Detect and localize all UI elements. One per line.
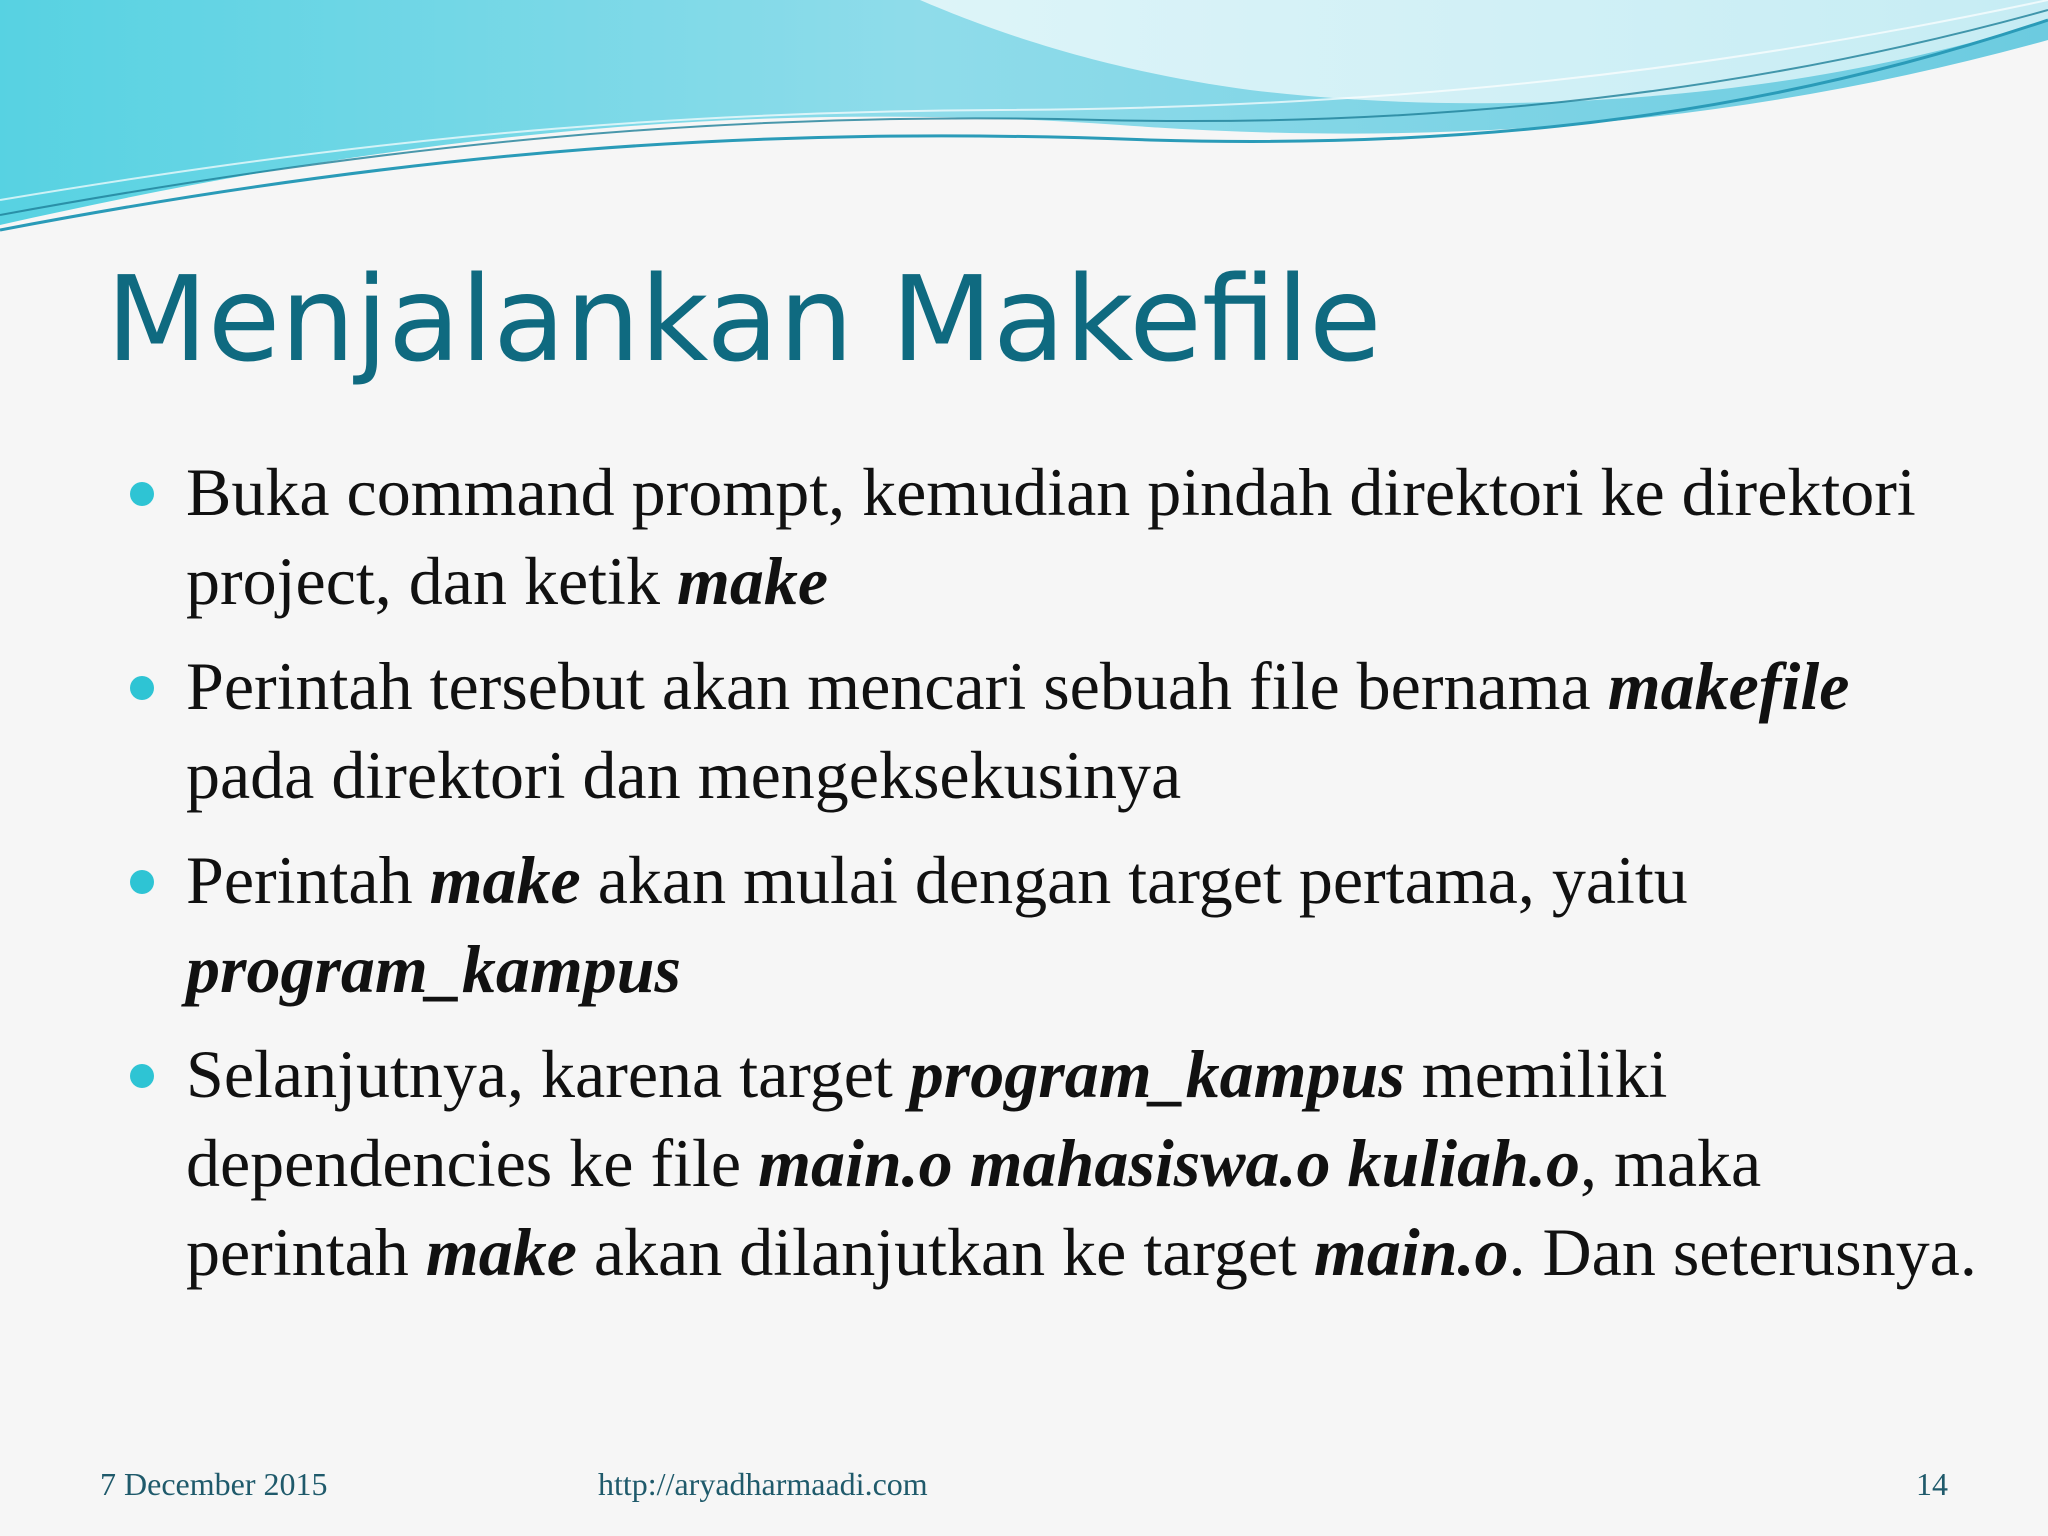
bullet-emphasis-text: main.o bbox=[1313, 1214, 1509, 1290]
slide-title: Menjalankan Makefile bbox=[106, 250, 1382, 388]
bullet-dot-icon bbox=[130, 1064, 154, 1088]
slide-number: 14 bbox=[1916, 1466, 1948, 1502]
bullet-dot-icon bbox=[130, 482, 154, 506]
header-wave-decoration bbox=[0, 0, 2048, 240]
footer-date: 7 December 2015 bbox=[100, 1466, 328, 1502]
bullet-text: akan mulai dengan target pertama, yaitu bbox=[580, 842, 1688, 918]
bullet-item bbox=[128, 836, 1988, 1014]
bullet-text: . Dan seterusnya. bbox=[1508, 1214, 1977, 1290]
bullet-text: Perintah bbox=[186, 842, 430, 918]
bullet-emphasis-text: program_kampus bbox=[909, 1036, 1405, 1112]
bullet-emphasis-text: make bbox=[425, 1214, 577, 1290]
bullet-item bbox=[128, 642, 1988, 820]
bullet-emphasis-text: program_kampus bbox=[186, 931, 681, 1007]
bullet-emphasis-text: make bbox=[676, 543, 829, 619]
bullet-dot-icon bbox=[130, 870, 154, 894]
bullet-dot-icon bbox=[130, 676, 154, 700]
bullet-text: Perintah tersebut akan mencari sebuah file bernama bbox=[186, 648, 1608, 724]
footer-url: http://aryadharmaadi.com bbox=[598, 1466, 928, 1502]
bullet-text: Buka command prompt, kemudian pindah direktori ke direktori project, dan ketik bbox=[186, 454, 1916, 619]
bullet-text: akan dilanjutkan ke target bbox=[576, 1214, 1314, 1290]
bullet-text: memiliki dependencies ke file bbox=[186, 1036, 1668, 1201]
bullet-text: pada direktori dan mengeksekusinya bbox=[186, 737, 1182, 813]
bullet-text: Selanjutnya, karena target bbox=[186, 1036, 910, 1112]
bullet-text: , maka perintah bbox=[186, 1125, 1762, 1290]
bullet-emphasis-text: make bbox=[429, 842, 581, 918]
bullet-emphasis-text: main.o mahasiswa.o kuliah.o bbox=[758, 1125, 1580, 1201]
bullet-item bbox=[128, 448, 1988, 626]
bullet-item bbox=[128, 1030, 1988, 1297]
bullet-emphasis-text: makefile bbox=[1607, 648, 1850, 724]
bullet-list bbox=[128, 448, 1988, 1313]
